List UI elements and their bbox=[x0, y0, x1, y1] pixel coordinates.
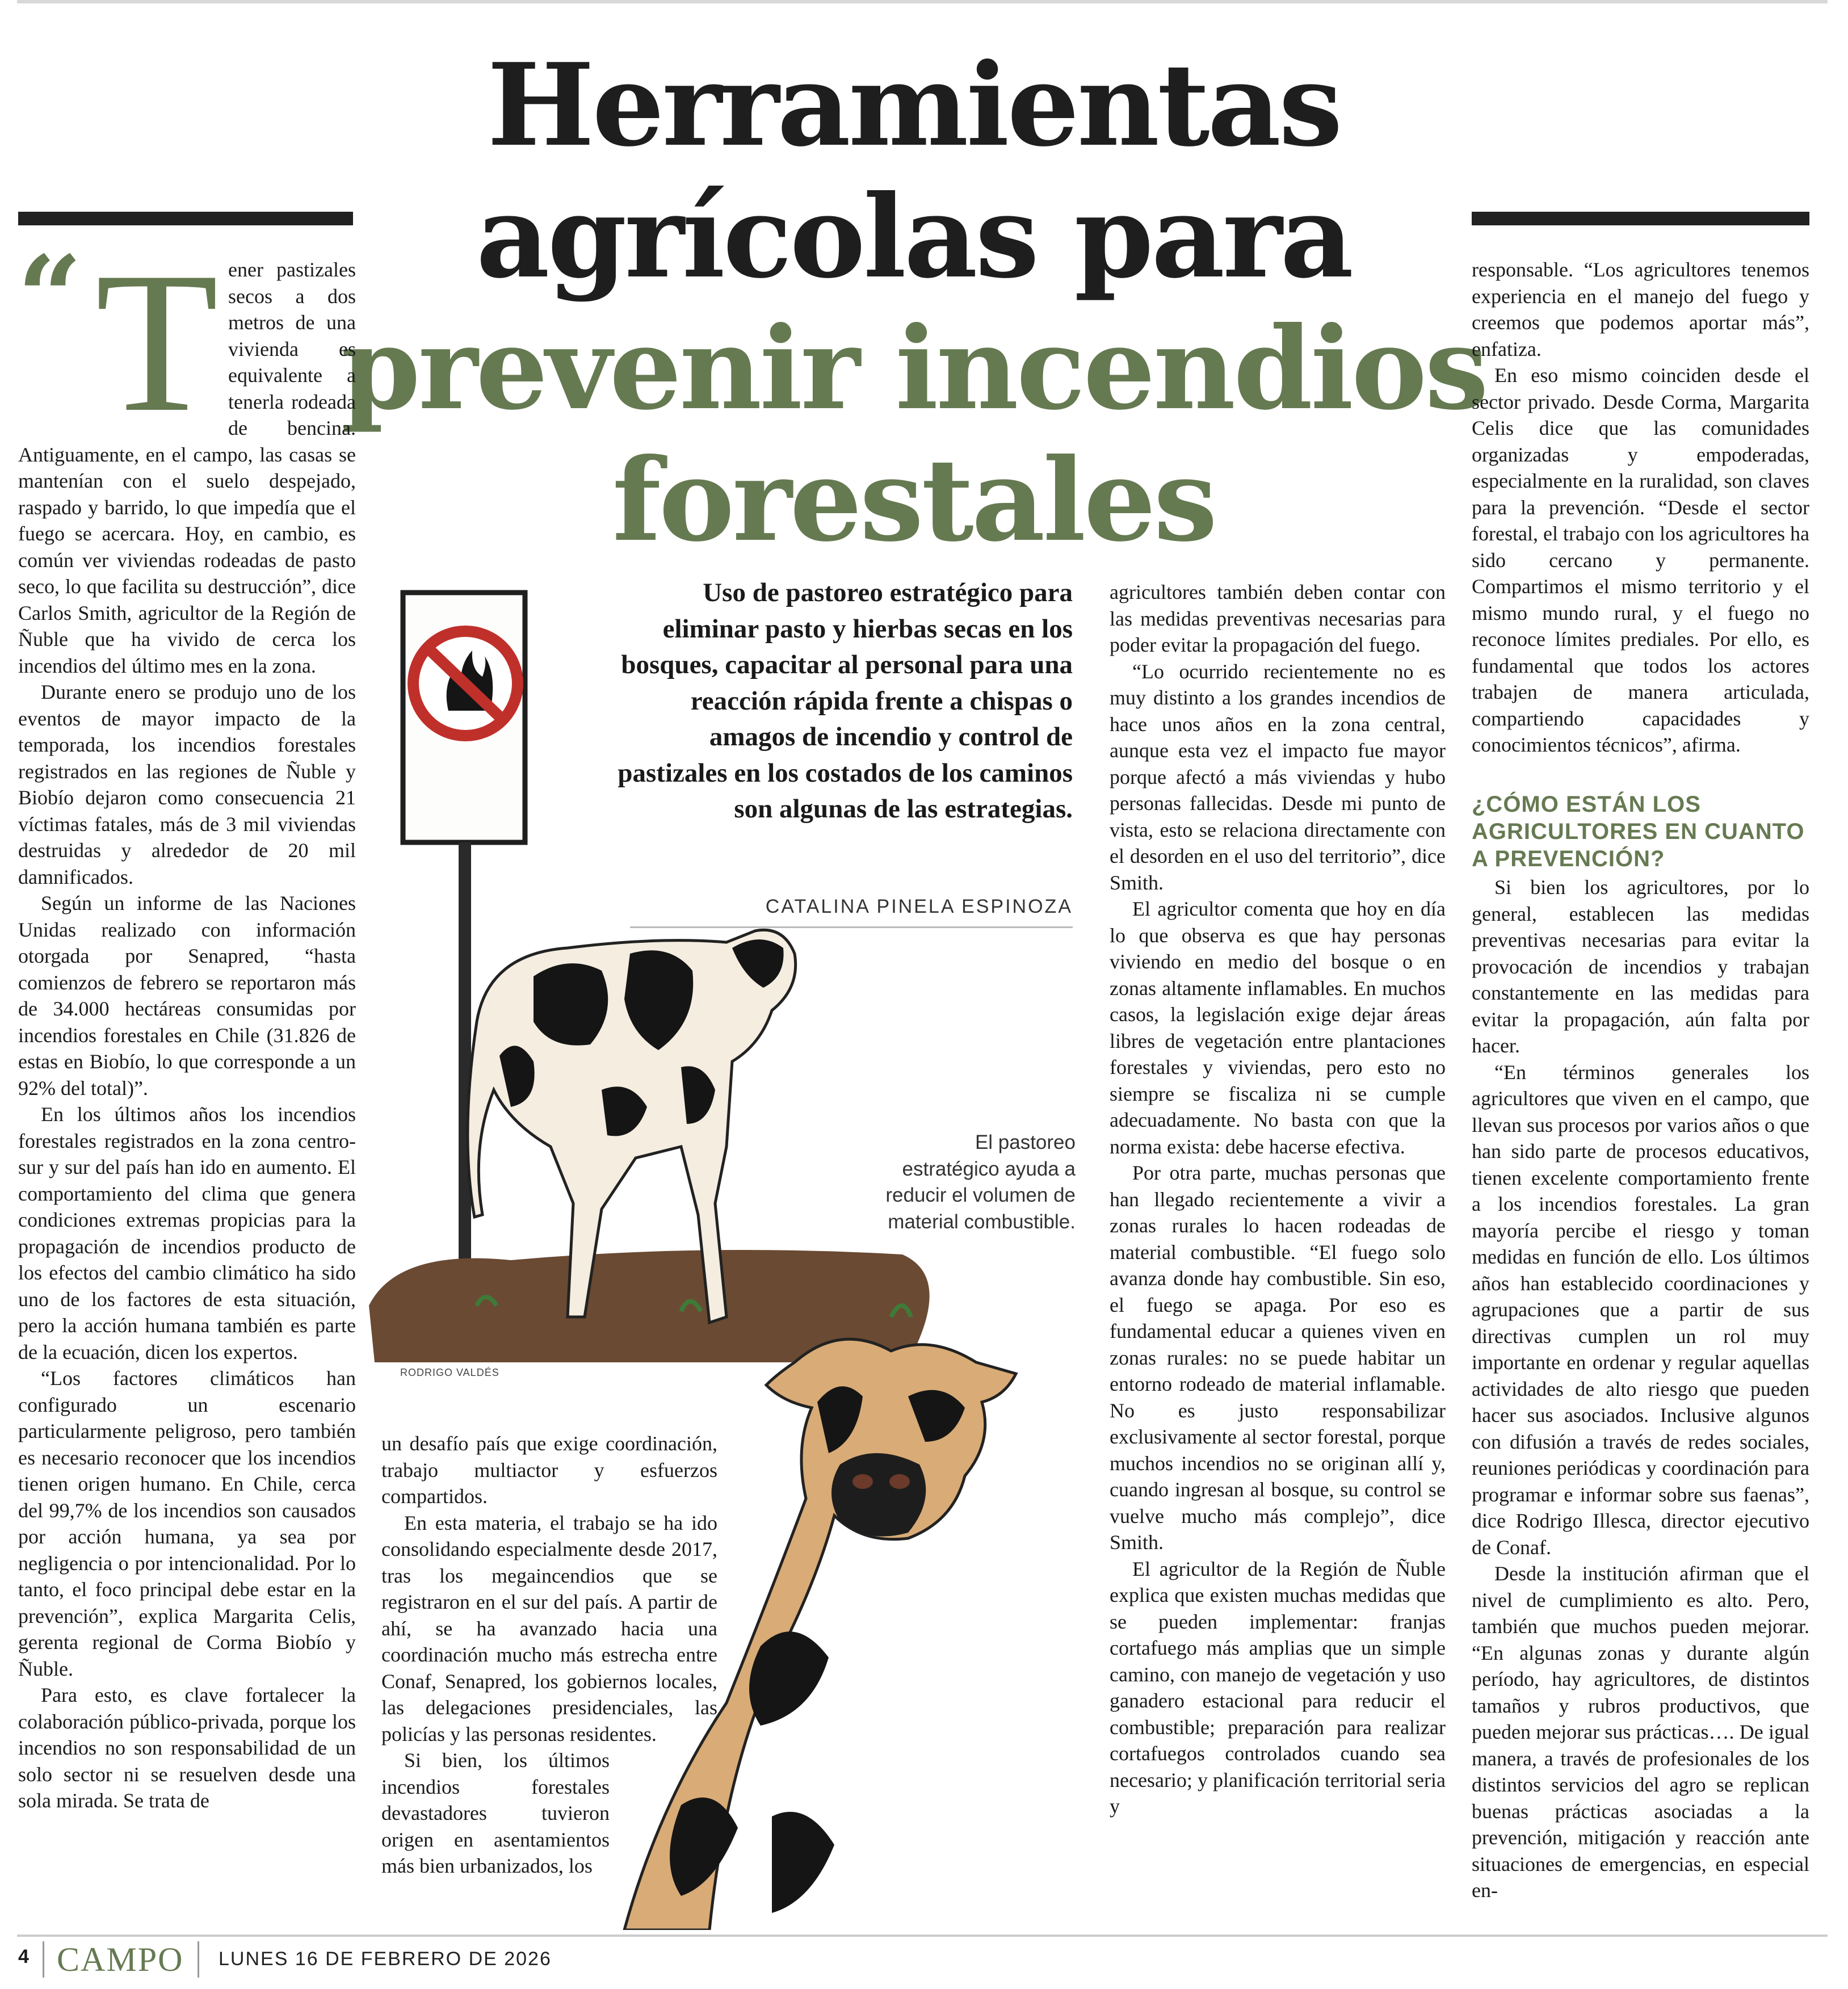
subhead: ¿CÓMO ESTÁN LOS AGRICULTORES EN CUANTO A PREVENCIÓN? bbox=[1472, 792, 1805, 871]
col3-paragraph: Por otra parte, muchas personas que han llegado recientemente a vivir a zonas rurales lo hacen rodeadas de material combustible. “El fuego solo avanza donde hay combustible. Sin eso, el fuego se apaga. Por eso es fundamental educar a quienes viven en zonas rurales: no se puede habitar un entorno rodeado de material inflamable. No es justo responsabilizar exclusivamente al sector forestal, porque muchos incendios no se originan allí y, cuando ingresan al bosque, su control se vuelve mucho más complejo”, dice Smith. bbox=[1110, 1161, 1446, 1554]
headline-line-3: prevenir incendios bbox=[341, 302, 1486, 435]
byline-rule bbox=[630, 926, 1073, 928]
byline: CATALINA PINELA ESPINOZA bbox=[765, 896, 1073, 917]
photo-credit: RODRIGO VALDÉS bbox=[400, 1367, 499, 1378]
col4-paragraph: En eso mismo coinciden desde el sector privado. Desde Corma, Margarita Celis dice que las comunidades organizadas y empoderadas, especialmente en la ruralidad, son claves para la prevención. “Desde el sector forestal, el trabajo con los agricultores ha sido cercano y permanente. Compartimos el mismo territorio y el mismo mundo rural, y el fuego no reconoce límites prediales. Por ello, es fundamental que todos los actores trabajen de manera articulada, compartiendo capacidades y conocimientos técnicos”, afirma. bbox=[1472, 364, 1809, 756]
footer-rule bbox=[17, 1935, 1828, 1937]
article-column-1 bbox=[18, 257, 356, 1814]
col1-paragraph: “Los factores climáticos han configurado un escenario particularmente peligroso, pero también es necesario reconocer que los incendios tienen origen humano. En Chile, cerca del 99,7% de los incendios son causados por acción humana, ya sea por negligencia o por intencionalidad. Por lo tanto, el foco principal debe estar en la prevención”, explica Margarita Celis, gerenta regional de Corma Biobío y Ñuble. bbox=[18, 1367, 356, 1680]
top-rule bbox=[17, 0, 1828, 3]
headline-line-1: Herramientas bbox=[487, 39, 1341, 172]
headline bbox=[341, 40, 1487, 567]
right-column-bar bbox=[1472, 212, 1809, 225]
section-name: CAMPO bbox=[57, 1941, 184, 1978]
issue-date: LUNES 16 DE FEBRERO DE 2026 bbox=[219, 1948, 552, 1970]
photo-caption: El pastoreo estratégico ayuda a reducir el volumen de material combustible. bbox=[885, 1131, 1076, 1233]
col1-paragraph: Durante enero se produjo uno de los eventos de mayor impacto de la temporada, los incendios forestales registrados en las regiones de Ñuble y Biobío dejaron como consecuencia 21 víctimas fatales, más de 3 mil viviendas destruidas y alrededor de 20 mil damnificados. bbox=[18, 681, 356, 888]
col1-paragraph: En los últimos años los incendios forestales registrados en la zona centro-sur y sur del país han ido en aumento. El comportamiento del clima que genera condiciones extremas propicias para la propagación de incendios producto de los efectos del cambio climático ha sido uno de los factores de esta situación, pero la acción humana también es parte de la ecuación, dicen los expertos. bbox=[18, 1103, 356, 1363]
col3-paragraph: agricultores también deben contar con las medidas preventivas necesarias para poder evitar la propagación del fuego. bbox=[1110, 581, 1446, 656]
left-column-bar bbox=[18, 212, 353, 225]
article-column-4b bbox=[1472, 874, 1809, 1904]
footer-separator bbox=[43, 1941, 44, 1978]
lead-paragraph: ener pastizales secos a dos metros de una vivienda es equivalente a tenerla rodeada de bencina. Antiguamente, en el campo, las casas se mantenían con el suelo despejado, raspado y barrido, lo que impedía que el fuego se acercara. Hoy, en cambio, es común ver viviendas rodeadas de pasto seco, lo que facilita su destrucción”, dice Carlos Smith, agricultor de la Región de Ñuble que ha vivido de cerca los incendios del último mes en la zona. bbox=[18, 257, 356, 679]
col1-paragraph: Según un informe de las Naciones Unidas realizado con información otorgada por Senapred, “hasta comienzos de febrero se reportaron más de 34.000 hectáreas consumidas por incendios forestales en Chile (31.826 de estas en Biobío, lo que corresponde a un 92% del total)”. bbox=[18, 892, 356, 1100]
col2-paragraph: En esta materia, el trabajo se ha ido consolidando especialmente desde 2017, tras los megaincendios que se registraron en el sur del país. A partir de ahí, se ha avanzado hacia una coordinación mucho más estrecha entre Conaf, Senapred, los gobiernos locales, las delegaciones presidenciales, las policías y las personas residentes. bbox=[381, 1511, 717, 1745]
sign-post bbox=[459, 842, 471, 1296]
col3-paragraph: El agricultor de la Región de Ñuble explica que existen muchas medidas que se pueden implementar: franjas cortafuego más amplias que un simple camino, con manejo de vegetación y uso ganadero estacional para reducir el combustible; preparación para realizar cortafuegos controlados cuando sea necesario; y planificación territorial seria y bbox=[1110, 1557, 1446, 1818]
article-column-4 bbox=[1472, 257, 1809, 758]
dropcap-space bbox=[18, 257, 228, 416]
headline-line-4: forestales bbox=[612, 434, 1216, 567]
col1-paragraph: Para esto, es clave fortalecer la colaboración público-privada, porque los incendios no son responsabilidad de un solo sector ni se resuelven desde una sola mirada. Se trata de bbox=[18, 1684, 356, 1812]
col2-paragraph: un desafío país que exige coordinación, trabajo multiactor y esfuerzos compartidos. bbox=[381, 1432, 717, 1508]
article-column-2 bbox=[381, 1430, 717, 1879]
headline-line-2: agrícolas para bbox=[476, 170, 1352, 304]
col4-paragraph: Desde la institución afirman que el nivel de cumplimiento es alto. Pero, también que muchos pueden mejorar. “En algunas zonas y durante algún período, hay agricultores, de distintos tamaños y rubros productivos, que pueden mejorar sus prácticas…. De igual manera, a través de profesionales de los distintos servicios del agro se replican buenas prácticas asociadas a la prevención, mitigación y reacción ante situaciones de emergencias, en especial en- bbox=[1472, 1562, 1809, 1902]
col4-paragraph: Si bien los agricultores, por lo general, establecen las medidas preventivas necesarias para evitar la provocación de incendios y trabajan constantemente en las medidas para evitar la propagación, aún falta por hacer. bbox=[1472, 876, 1809, 1057]
deck: Uso de pastoreo estratégico para eliminar pasto y hierbas secas en los bosques, capacitar al personal para una reacción rápida frente a chispas o amagos de incendio y control de pastizales en los costados de los caminos son algunas de las estrategias. bbox=[618, 578, 1073, 824]
col4-paragraph: “En términos generales los agricultores que viven en el campo, que llevan sus procesos por varios años o que han sido parte de procesos educativos, tienen excelente comportamiento frente a los incendios forestales. La gran mayoría percibe el riesgo y toman medidas en función de ello. Los últimos años han establecido coordinaciones y agrupaciones que a partir de sus directivas cumplen un rol muy importante en ordenar y regular aquellas actividades de alto riesgo que pueden hacer sus asociados. Inclusive algunos con difusión a través de redes sociales, reuniones periódicas y coordinación para programar e informar sobre sus faenas”, dice Rodrigo Illesca, director ejecutivo de Conaf. bbox=[1472, 1060, 1809, 1559]
article-column-3 bbox=[1110, 579, 1446, 1820]
footer-separator bbox=[198, 1941, 199, 1978]
col2-paragraph: Si bien, los últimos incendios forestales devastadores tuvieron origen en asentamientos más bien urbanizados, los bbox=[381, 1749, 610, 1877]
page-number: 4 bbox=[18, 1946, 29, 1967]
dropcap: T bbox=[95, 230, 219, 454]
open-quote-mark: “ bbox=[17, 231, 83, 364]
no-fire-sign-icon bbox=[403, 593, 525, 842]
col4-paragraph: responsable. “Los agricultores tenemos experiencia en el manejo del fuego y creemos que podemos aportar más”, enfatiza. bbox=[1472, 258, 1809, 360]
col3-paragraph: El agricultor comenta que hoy en día lo que observa es que hay personas viviendo en medio del bosque o en zonas altamente inflamables. En muchos casos, la legislación exige dejar áreas libres de vegetación entre plantaciones forestales y viviendas, pero esto no siempre se fiscaliza ni se cumple adecuadamente. No basta con que la norma exista: debe hacerse efectiva. bbox=[1110, 897, 1446, 1158]
col3-paragraph: “Lo ocurrido recientemente no es muy distinto a los grandes incendios de hace unos años en la zona central, aunque esta vez el impacto fue mayor porque afectó a más viviendas y hubo personas fallecidas. Desde mi punto de vista, esto se relaciona directamente con el desorden en el uso del territorio”, dice Smith. bbox=[1110, 660, 1446, 894]
